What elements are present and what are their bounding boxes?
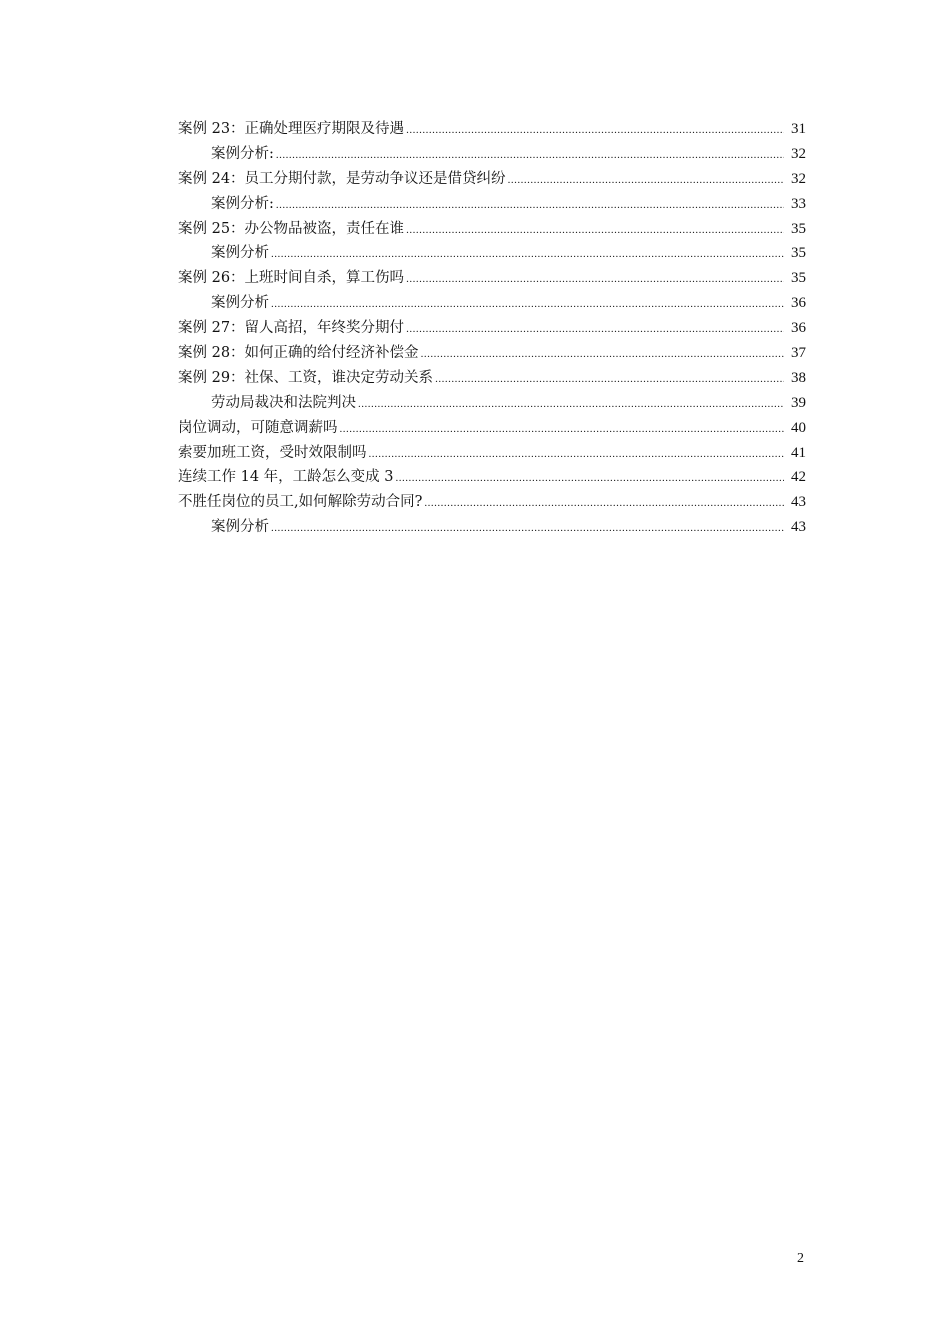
toc-dot-leader xyxy=(406,218,784,243)
toc-entry[interactable] xyxy=(178,142,806,167)
toc-entry-title: 案例 23：正确处理医疗期限及待遇 xyxy=(178,121,405,137)
toc-entry-page: 35 xyxy=(791,220,806,237)
toc-dot-leader xyxy=(406,267,784,292)
toc-dot-leader xyxy=(358,392,784,417)
toc-entry-page: 42 xyxy=(791,469,806,486)
toc-entry-page: 37 xyxy=(791,345,806,362)
toc-entry-page: 35 xyxy=(791,245,806,262)
toc-entry[interactable] xyxy=(178,490,806,515)
toc-entry-title: 案例 24：员工分期付款，是劳动争议还是借贷纠纷 xyxy=(178,170,506,187)
toc-entry[interactable] xyxy=(178,515,806,540)
toc-entry-page: 40 xyxy=(791,419,806,436)
toc-entry-page: 41 xyxy=(791,444,806,461)
toc-entry-page: 36 xyxy=(791,320,806,337)
toc-entry[interactable] xyxy=(178,241,806,266)
toc-entry-title: 案例 27：留人高招，年终奖分期付 xyxy=(178,320,405,337)
toc-entry[interactable] xyxy=(178,117,806,142)
toc-dot-leader xyxy=(369,442,785,467)
toc-entry-page: 35 xyxy=(791,270,806,287)
page-number: 2 xyxy=(797,1251,804,1266)
toc-entry-page: 39 xyxy=(791,394,806,411)
toc-entry-page: 38 xyxy=(791,369,806,386)
toc-dot-leader xyxy=(421,342,784,367)
toc-entry-page: 36 xyxy=(791,295,806,312)
toc-dot-leader xyxy=(406,118,784,143)
toc-dot-leader xyxy=(276,193,784,218)
toc-entry-page: 32 xyxy=(791,145,806,162)
toc-dot-leader xyxy=(276,143,784,168)
toc-entry-title: 案例分析: xyxy=(211,195,274,212)
toc-entry-title: 案例分析: xyxy=(211,145,274,162)
toc-entry-title: 案例 25：办公物品被盗，责任在谁 xyxy=(178,220,405,237)
toc-entry[interactable] xyxy=(178,167,806,192)
toc-entry-title: 案例分析 xyxy=(211,295,269,312)
toc-dot-leader xyxy=(435,367,784,392)
toc-dot-leader xyxy=(396,466,784,491)
toc-entry[interactable] xyxy=(178,366,806,391)
toc-entry[interactable] xyxy=(178,441,806,466)
toc-entry-title: 索要加班工资，受时效限制吗 xyxy=(178,444,367,461)
toc-entry[interactable] xyxy=(178,316,806,341)
toc-entry-page: 43 xyxy=(791,494,806,511)
toc-entry-page: 33 xyxy=(791,195,806,212)
toc-entry[interactable] xyxy=(178,192,806,217)
toc-entry[interactable] xyxy=(178,465,806,490)
toc-entry[interactable] xyxy=(178,266,806,291)
toc-entry-title: 劳动局裁决和法院判决 xyxy=(211,394,356,411)
toc-entry-title: 岗位调动，可随意调薪吗 xyxy=(178,419,338,436)
toc-entry-page: 31 xyxy=(791,121,806,137)
toc-entry[interactable] xyxy=(178,416,806,441)
toc-dot-leader xyxy=(508,168,784,193)
toc-dot-leader xyxy=(271,242,784,267)
toc-entry-title: 案例 29：社保、工资，谁决定劳动关系 xyxy=(178,369,434,386)
toc-entry-title: 案例 26：上班时间自杀，算工伤吗 xyxy=(178,270,405,287)
table-of-contents xyxy=(178,117,806,540)
toc-entry[interactable] xyxy=(178,341,806,366)
toc-entry-title: 案例分析 xyxy=(211,519,269,536)
toc-entry[interactable] xyxy=(178,391,806,416)
toc-dot-leader xyxy=(406,317,784,342)
toc-dot-leader xyxy=(424,491,784,516)
toc-entry[interactable] xyxy=(178,291,806,316)
toc-entry-page: 43 xyxy=(791,519,806,536)
toc-entry-title: 案例 28：如何正确的给付经济补偿金 xyxy=(178,345,419,362)
toc-entry-page: 32 xyxy=(791,170,806,187)
toc-entry-title: 不胜任岗位的员工,如何解除劳动合同? xyxy=(178,494,423,511)
toc-entry-title: 连续工作 14 年，工龄怎么变成 3 xyxy=(178,469,394,486)
toc-entry[interactable] xyxy=(178,217,806,242)
toc-dot-leader xyxy=(271,292,784,317)
toc-entry-title: 案例分析 xyxy=(211,245,269,262)
toc-dot-leader xyxy=(340,417,785,442)
toc-dot-leader xyxy=(271,516,784,541)
